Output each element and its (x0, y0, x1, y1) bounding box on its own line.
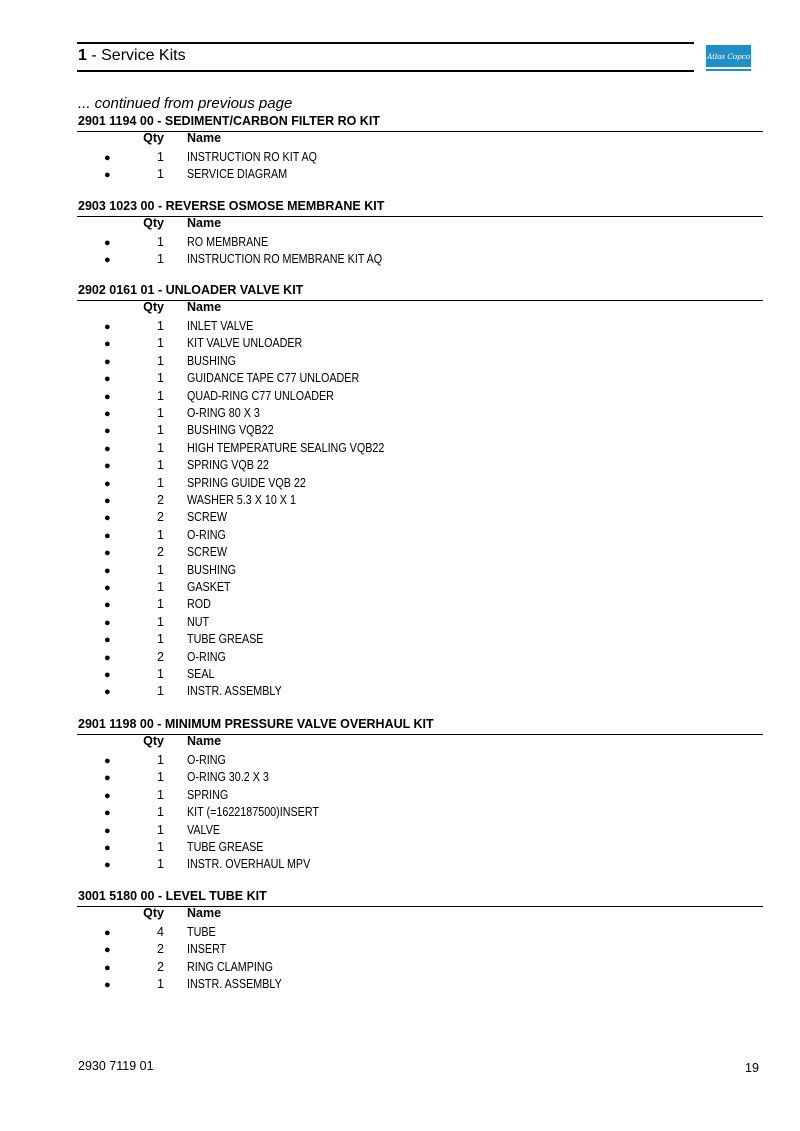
item-qty: 1 (157, 423, 164, 438)
bullet-icon: ● (104, 859, 111, 872)
list-item (0, 787, 800, 804)
item-qty: 1 (157, 475, 164, 490)
item-qty: 2 (157, 545, 164, 560)
list-item (0, 405, 800, 422)
bullet-icon: ● (104, 425, 111, 438)
bullet-icon: ● (104, 338, 111, 351)
bullet-icon: ● (104, 237, 111, 249)
atlas-copco-logo (706, 45, 751, 67)
bullet-icon: ● (104, 772, 111, 785)
bullet-icon: ● (104, 373, 111, 386)
list-item (0, 596, 800, 613)
bullet-icon: ● (104, 824, 111, 837)
item-name: SCREW (187, 510, 228, 525)
kit-title: 3001 5180 00 - LEVEL TUBE KIT (78, 889, 267, 903)
page-number: 19 (745, 1061, 759, 1075)
item-qty: 1 (157, 388, 164, 403)
list-item (0, 509, 800, 526)
name-column-header: Name (187, 216, 222, 230)
list-item (0, 544, 800, 561)
item-qty: 1 (157, 527, 164, 542)
item-name: TUBE (187, 925, 216, 939)
list-item (0, 492, 800, 509)
bullet-icon: ● (104, 669, 111, 681)
item-name: INSTRUCTION RO KIT AQ (187, 150, 318, 164)
bullet-icon: ● (104, 979, 111, 992)
page-title (78, 47, 186, 65)
item-name: SPRING GUIDE VQB 22 (187, 475, 306, 490)
kit-title: 2902 0161 01 - UNLOADER VALVE KIT (78, 283, 304, 297)
list-item (0, 475, 800, 492)
item-name: KIT (=1622187500)INSERT (187, 805, 319, 820)
item-qty: 1 (157, 235, 164, 249)
item-qty: 1 (157, 150, 164, 164)
item-name: O-RING (187, 753, 226, 767)
list-item (0, 335, 800, 352)
list-item (0, 683, 800, 700)
list-item (0, 166, 800, 183)
list-item (0, 631, 800, 648)
list-item (0, 924, 800, 941)
list-item (0, 234, 800, 251)
list-item (0, 440, 800, 457)
item-name: SPRING (187, 787, 229, 802)
item-name: KIT VALVE UNLOADER (187, 336, 303, 351)
logo-text: Atlas Copco (707, 51, 750, 61)
item-name: SEAL (187, 667, 215, 681)
bullet-icon: ● (104, 169, 111, 182)
item-qty: 2 (157, 649, 164, 664)
list-item (0, 769, 800, 786)
item-qty: 1 (157, 336, 164, 351)
bullet-icon: ● (104, 529, 111, 542)
item-name: QUAD-RING C77 UNLOADER (187, 388, 334, 403)
qty-column-header: Qty (143, 300, 164, 314)
bullet-icon: ● (104, 599, 111, 612)
name-column-header: Name (187, 300, 222, 314)
item-name: INLET VALVE (187, 319, 254, 333)
header-top-rule (77, 42, 694, 44)
kit-title-rule (77, 734, 763, 735)
item-qty: 1 (157, 458, 164, 473)
item-name: O-RING (187, 527, 226, 542)
list-item (0, 649, 800, 666)
item-name: INSERT (187, 942, 227, 957)
item-name: O-RING (187, 649, 226, 664)
bullet-icon: ● (104, 355, 111, 368)
bullet-icon: ● (104, 408, 111, 420)
kit-title: 2903 1023 00 - REVERSE OSMOSE MEMBRANE KIT (78, 199, 385, 213)
item-qty: 2 (157, 493, 164, 507)
list-item (0, 614, 800, 631)
item-qty: 1 (157, 667, 164, 681)
list-item (0, 318, 800, 335)
item-name: VALVE (187, 822, 221, 837)
kit-title-rule (77, 131, 763, 132)
item-name: NUT (187, 614, 210, 629)
item-name: TUBE GREASE (187, 632, 264, 647)
item-qty: 1 (157, 614, 164, 629)
item-qty: 1 (157, 353, 164, 368)
bullet-icon: ● (104, 582, 111, 594)
item-qty: 1 (157, 371, 164, 386)
item-qty: 2 (157, 510, 164, 525)
list-item (0, 976, 800, 993)
bullet-icon: ● (104, 927, 111, 939)
bullet-icon: ● (104, 442, 111, 455)
kit-title: 2901 1194 00 - SEDIMENT/CARBON FILTER RO KIT (78, 114, 380, 128)
qty-column-header: Qty (143, 906, 164, 920)
bullet-icon: ● (104, 477, 111, 490)
bullet-icon: ● (104, 152, 111, 164)
bullet-icon: ● (104, 547, 111, 560)
bullet-icon: ● (104, 321, 111, 333)
item-qty: 1 (157, 805, 164, 820)
item-qty: 1 (157, 632, 164, 647)
bullet-icon: ● (104, 686, 111, 699)
bullet-icon: ● (104, 634, 111, 647)
continued-note: ... continued from previous page (78, 95, 293, 112)
kit-title-rule (77, 216, 763, 217)
item-name: BUSHING VQB22 (187, 423, 274, 438)
name-column-header: Name (187, 906, 222, 920)
item-name: SERVICE DIAGRAM (187, 167, 288, 182)
bullet-icon: ● (104, 495, 111, 507)
item-name: INSTR. OVERHAUL MPV (187, 857, 311, 872)
bullet-icon: ● (104, 564, 111, 577)
item-name: WASHER 5.3 X 10 X 1 (187, 493, 296, 507)
bullet-icon: ● (104, 755, 111, 767)
name-column-header: Name (187, 131, 222, 145)
item-qty: 2 (157, 942, 164, 957)
item-name: SPRING VQB 22 (187, 458, 269, 473)
logo-underline (706, 69, 751, 71)
item-qty: 1 (157, 580, 164, 594)
bullet-icon: ● (104, 460, 111, 473)
list-item (0, 457, 800, 474)
item-qty: 1 (157, 597, 164, 612)
item-qty: 2 (157, 959, 164, 974)
list-item (0, 822, 800, 839)
list-item (0, 527, 800, 544)
qty-column-header: Qty (143, 131, 164, 145)
item-name: HIGH TEMPERATURE SEALING VQB22 (187, 440, 385, 455)
bullet-icon: ● (104, 789, 111, 802)
bullet-icon: ● (104, 842, 111, 854)
bullet-icon: ● (104, 807, 111, 820)
list-item (0, 941, 800, 958)
name-column-header: Name (187, 734, 222, 748)
bullet-icon: ● (104, 961, 111, 974)
item-qty: 1 (157, 822, 164, 837)
item-name: ROD (187, 597, 211, 612)
list-item (0, 752, 800, 769)
item-qty: 1 (157, 857, 164, 872)
item-qty: 1 (157, 770, 164, 785)
bullet-icon: ● (104, 512, 111, 525)
item-qty: 1 (157, 787, 164, 802)
list-item (0, 562, 800, 579)
item-qty: 1 (157, 753, 164, 767)
item-name: INSTR. ASSEMBLY (187, 684, 282, 699)
list-item (0, 149, 800, 166)
item-qty: 1 (157, 840, 164, 854)
list-item (0, 422, 800, 439)
item-name: GUIDANCE TAPE C77 UNLOADER (187, 371, 360, 386)
item-name: INSTRUCTION RO MEMBRANE KIT AQ (187, 252, 383, 267)
item-qty: 1 (157, 440, 164, 455)
qty-column-header: Qty (143, 734, 164, 748)
item-name: O-RING 80 X 3 (187, 406, 260, 420)
item-qty: 4 (157, 925, 164, 939)
item-name: TUBE GREASE (187, 840, 264, 854)
kit-title: 2901 1198 00 - MINIMUM PRESSURE VALVE OVERHAUL KIT (78, 717, 434, 731)
bullet-icon: ● (104, 651, 111, 664)
list-item (0, 370, 800, 387)
list-item (0, 839, 800, 856)
list-item (0, 666, 800, 683)
item-qty: 1 (157, 562, 164, 577)
bullet-icon: ● (104, 944, 111, 957)
list-item (0, 856, 800, 873)
section-number: 1 (78, 47, 87, 64)
document-number: 2930 7119 01 (78, 1059, 154, 1073)
kit-title-rule (77, 300, 763, 301)
item-name: SCREW (187, 545, 228, 560)
item-name: O-RING 30.2 X 3 (187, 770, 269, 785)
item-qty: 1 (157, 406, 164, 420)
bullet-icon: ● (104, 616, 111, 629)
section-title: - Service Kits (86, 47, 186, 64)
list-item (0, 353, 800, 370)
item-name: BUSHING (187, 562, 236, 577)
item-qty: 1 (157, 319, 164, 333)
item-qty: 1 (157, 977, 164, 992)
list-item (0, 251, 800, 268)
qty-column-header: Qty (143, 216, 164, 230)
list-item (0, 579, 800, 596)
item-qty: 1 (157, 167, 164, 182)
item-qty: 1 (157, 684, 164, 699)
item-name: RO MEMBRANE (187, 235, 269, 249)
bullet-icon: ● (104, 390, 111, 403)
list-item (0, 959, 800, 976)
item-name: BUSHING (187, 353, 236, 368)
item-qty: 1 (157, 252, 164, 267)
list-item (0, 804, 800, 821)
item-name: GASKET (187, 580, 231, 594)
list-item (0, 388, 800, 405)
kit-title-rule (77, 906, 763, 907)
bullet-icon: ● (104, 254, 111, 267)
item-name: RING CLAMPING (187, 959, 274, 974)
item-name: INSTR. ASSEMBLY (187, 977, 282, 992)
header-bottom-rule (77, 70, 694, 72)
